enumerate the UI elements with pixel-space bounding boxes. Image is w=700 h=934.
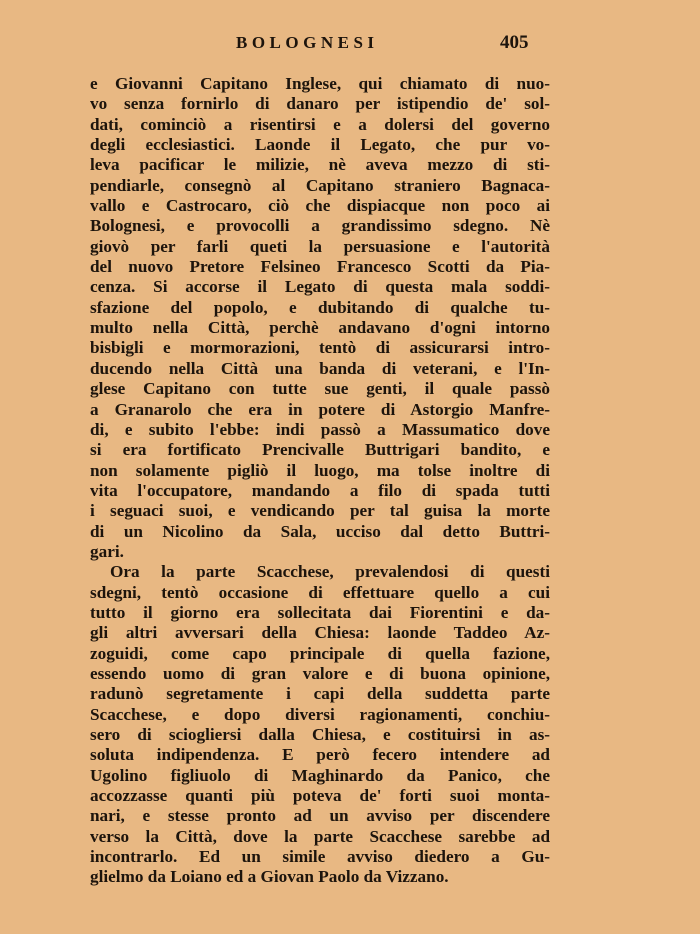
text-line: accozzasse quanti più poteva de' forti suoi monta- xyxy=(90,786,550,806)
text-line: e Giovanni Capitano Inglese, qui chiamato di nuo- xyxy=(90,74,550,93)
text-line: vallo e Castrocaro, ciò che dispiacque non poco ai xyxy=(90,196,550,216)
text-line: vita l'occupatore, mandando a filo di spada tutti xyxy=(90,480,550,500)
text-line: leva pacificar le milizie, nè aveva mezzo di sti- xyxy=(90,155,550,175)
text-line: pendiarle, consegnò al Capitano straniero Bagnaca- xyxy=(90,175,550,195)
text-line: dati, cominciò a risentirsi e a dolersi del governo xyxy=(90,114,550,134)
text-line: non solamente pigliò il luogo, ma tolse inoltre di xyxy=(90,460,550,480)
text-line: verso la Città, dove la parte Scacchese sarebbe ad xyxy=(90,826,550,846)
text-line: Ora la parte Scacchese, prevalendosi di questi xyxy=(110,562,550,582)
text-line: sero di sciogliersi dalla Chiesa, e costituirsi in as- xyxy=(90,725,550,744)
page-number: 405 xyxy=(500,32,529,53)
text-line: Scacchese, e dopo diversi ragionamenti, conchiu- xyxy=(90,704,550,724)
text-line: i seguaci suoi, e vendicando per tal guisa la morte xyxy=(90,501,550,521)
text-line: essendo uomo di gran valore e di buona opinione, xyxy=(90,663,550,683)
text-line: gli altri avversari della Chiesa: laonde Taddeo Az- xyxy=(90,623,550,643)
text-line: ducendo nella Città una banda di veterani, e l'In- xyxy=(90,358,550,378)
text-line: gari. xyxy=(90,541,124,561)
text-line: bisbigli e mormorazioni, tentò di assicurarsi intro- xyxy=(90,338,550,358)
text-line: soluta indipendenza. E però fecero intendere ad xyxy=(90,745,550,765)
text-line: di, e subito l'ebbe: indi passò a Massumatico dove xyxy=(90,419,550,439)
text-line: degli ecclesiastici. Laonde il Legato, che pur vo- xyxy=(90,135,550,155)
text-line: giovò per farli queti la persuasione e l'autorità xyxy=(90,236,550,256)
text-line: multo nella Città, perchè andavano d'ogni intorno xyxy=(90,318,550,338)
text-line: vo senza fornirlo di danaro per istipendio de' sol- xyxy=(90,94,550,114)
text-line: glielmo da Loiano ed a Giovan Paolo da Vizzano. xyxy=(90,867,449,887)
text-line: glese Capitano con tutte sue genti, il quale passò xyxy=(90,379,550,399)
text-line: di un Nicolino da Sala, ucciso dal detto Buttri- xyxy=(90,521,550,541)
text-line: nari, e stesse pronto ad un avviso per discendere xyxy=(90,806,550,826)
text-line: sfazione del popolo, e dubitando di qualche tu- xyxy=(90,297,550,317)
text-line: incontrarlo. Ed un simile avviso diedero a Gu- xyxy=(90,847,550,867)
text-line: Bolognesi, e provocolli a grandissimo sdegno. Nè xyxy=(90,216,550,236)
text-line: si era fortificato Prencivalle Buttrigari bandito, e xyxy=(90,440,550,460)
text-line: tutto il giorno era sollecitata dai Fiorentini e da- xyxy=(90,602,550,622)
running-title: BOLOGNESI xyxy=(236,33,379,52)
text-line: del nuovo Pretore Felsineo Francesco Scotti da Pia- xyxy=(90,257,550,277)
text-line: a Granarolo che era in potere di Astorgio Manfre- xyxy=(90,399,550,419)
text-line: cenza. Si accorse il Legato di questa mala soddi- xyxy=(90,277,550,297)
text-line: radunò segretamente i capi della suddetta parte xyxy=(90,684,550,704)
body-text xyxy=(90,74,550,888)
text-line: sdegni, tentò occasione di effettuare quello a cui xyxy=(90,582,550,602)
text-line: zoguidi, come capo principale di quella fazione, xyxy=(90,643,550,663)
text-line: Ugolino figliuolo di Maghinardo da Panico, che xyxy=(90,765,550,785)
